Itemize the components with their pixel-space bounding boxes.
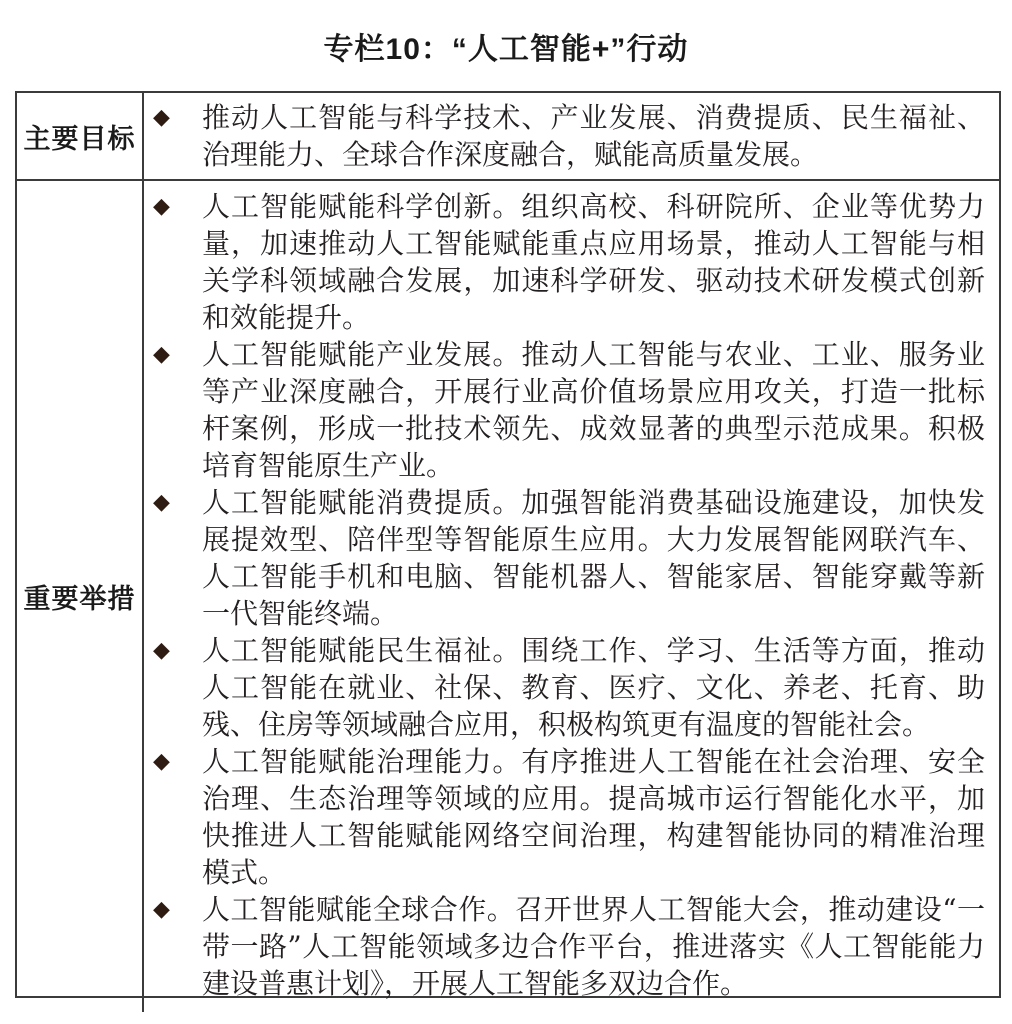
list-item [144, 99, 985, 173]
list-item [144, 743, 985, 891]
list-item [144, 188, 985, 336]
page-title: 专栏10：“人工智能+”行动 [323, 33, 689, 66]
list-item-text: 人工智能赋能治理能力。有序推进人工智能在社会治理、安全治理、生态治理等领域的应用。提高城市运行智能化水平，加快推进人工智能赋能网络空间治理，构建智能协同的精准治理模式。 [202, 745, 985, 889]
list-item-text: 人工智能赋能产业发展。推动人工智能与农业、工业、服务业等产业深度融合，开展行业高价值场景应用攻关，打造一批标杆案例，形成一批技术领先、成效显著的典型示范成果。积极培育智能原生产业。 [202, 338, 985, 482]
diamond-bullet-icon: ◆ [153, 490, 170, 515]
table-row-key-measures [17, 179, 999, 1012]
row-label-key-measures: 重要举措 [17, 181, 144, 1012]
key-measures-content [144, 181, 999, 1012]
list-item-text: 人工智能赋能民生福祉。围绕工作、学习、生活等方面，推动人工智能在就业、社保、教育、医疗、文化、养老、托育、助残、住房等领域融合应用，积极构筑更有温度的智能社会。 [202, 634, 985, 741]
diamond-bullet-icon: ◆ [153, 638, 170, 663]
list-item-text: 人工智能赋能全球合作。召开世界人工智能大会，推动建设“一带一路”人工智能领域多边合作平台，推进落实《人工智能能力建设普惠计划》，开展人工智能多双边合作。 [202, 893, 985, 1000]
list-item-text: 人工智能赋能科学创新。组织高校、科研院所、企业等优势力量，加速推动人工智能赋能重点应用场景，推动人工智能与相关学科领域融合发展，加速科学研发、驱动技术研发模式创新和效能提升。 [202, 190, 985, 334]
list-item-text: 推动人工智能与科学技术、产业发展、消费提质、民生福祉、治理能力、全球合作深度融合，赋能高质量发展。 [202, 101, 985, 171]
list-item-text: 人工智能赋能消费提质。加强智能消费基础设施建设，加快发展提效型、陪伴型等智能原生应用。大力发展智能网联汽车、人工智能手机和电脑、智能机器人、智能家居、智能穿戴等新一代智能终端。 [202, 486, 985, 630]
list-item [144, 336, 985, 484]
diamond-bullet-icon: ◆ [153, 105, 170, 130]
list-item [144, 891, 985, 1002]
diamond-bullet-icon: ◆ [153, 194, 170, 219]
list-item [144, 484, 985, 632]
column-table [15, 91, 1001, 998]
diamond-bullet-icon: ◆ [153, 342, 170, 367]
main-goals-content [144, 93, 999, 179]
table-row-main-goals [17, 93, 999, 179]
diamond-bullet-icon: ◆ [153, 749, 170, 774]
list-item [144, 632, 985, 743]
diamond-bullet-icon: ◆ [153, 897, 170, 922]
row-label-main-goals: 主要目标 [17, 93, 144, 179]
